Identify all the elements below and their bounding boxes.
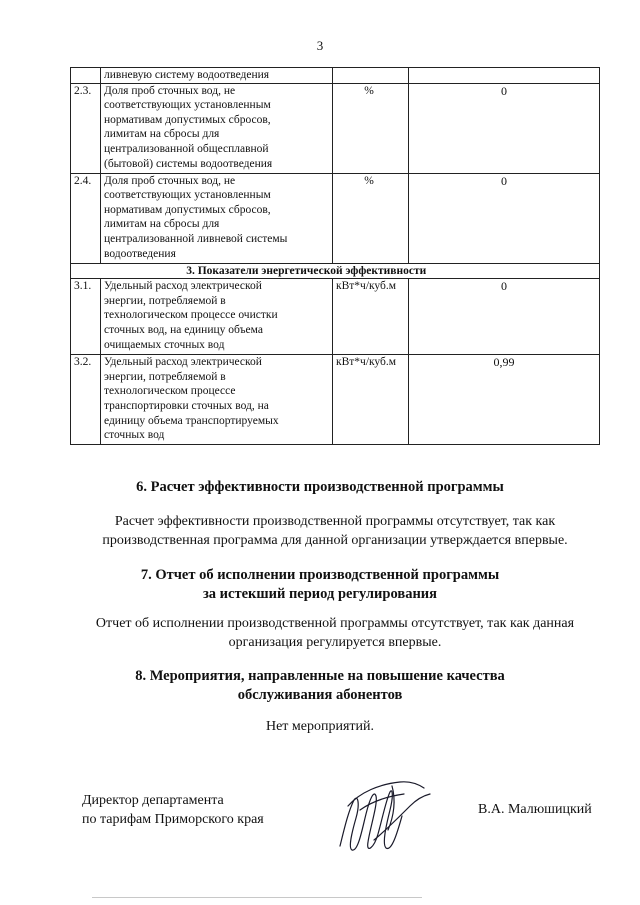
- section-8-heading-line-2: обслуживания абонентов: [237, 687, 403, 703]
- footer-divider: [92, 897, 422, 898]
- indicators-table: [70, 67, 600, 445]
- row-number: 2.3.: [71, 83, 101, 173]
- row-value: 0: [409, 173, 600, 263]
- row-number: 3.1.: [71, 279, 101, 355]
- section-header-spacer: [71, 263, 101, 279]
- row-number: 2.4.: [71, 173, 101, 263]
- section-6-text: Расчет эффективности производственной программы отсутствует, так как производственная программа для данной организации утверждается впервые.: [102, 514, 568, 548]
- table-row: [71, 83, 600, 173]
- row-description: Удельный расход электрической энергии, потребляемой в технологическом процессе транспортировки сточных вод, на единицу объема транспортируемых сточных вод: [101, 355, 333, 445]
- row-description: ливневую систему водоотведения: [101, 68, 333, 84]
- row-unit: кВт*ч/куб.м: [333, 279, 409, 355]
- row-unit: %: [333, 83, 409, 173]
- table-row: [71, 355, 600, 445]
- row-value: 0,99: [409, 355, 600, 445]
- row-number: 3.2.: [71, 355, 101, 445]
- section-6-heading: 6. Расчет эффективности производственной программы: [136, 479, 504, 495]
- signatory-title: Директор департамента по тарифам Приморского края: [82, 793, 264, 827]
- row-value: [409, 68, 600, 84]
- section-header-row: [71, 263, 600, 279]
- row-description: Доля проб сточных вод, не соответствующих установленным нормативам допустимых сбросов, лимитам на сбросы для централизованной ливневой системы водоотведения: [101, 173, 333, 263]
- table-row-continuation: [71, 68, 600, 84]
- section-7-text: Отчет об исполнении производственной программы отсутствует, так как данная организация регулируется впервые.: [95, 616, 575, 650]
- row-unit: [333, 68, 409, 84]
- row-unit: кВт*ч/куб.м: [333, 355, 409, 445]
- section-3-title: 3. Показатели энергетической эффективности: [101, 263, 600, 279]
- handwritten-signature: [330, 770, 440, 860]
- row-description: Доля проб сточных вод, не соответствующих установленным нормативам допустимых сбросов, лимитам на сбросы для централизованной общесплавной (бытовой) системы водоотведения: [101, 83, 333, 173]
- row-value: 0: [409, 83, 600, 173]
- row-number: [71, 68, 101, 84]
- signatory-name: В.А. Малюшицкий: [478, 802, 592, 817]
- section-7-heading-line-1: 7. Отчет об исполнении производственной программы: [140, 567, 500, 583]
- section-8-heading-line-1: 8. Мероприятия, направленные на повышение качества: [135, 668, 505, 684]
- section-8-text: Нет мероприятий.: [265, 719, 375, 734]
- table-row: [71, 173, 600, 263]
- row-unit: %: [333, 173, 409, 263]
- page-number: 3: [316, 38, 324, 53]
- row-value: 0: [409, 279, 600, 355]
- table-row: [71, 279, 600, 355]
- row-description: Удельный расход электрической энергии, потребляемой в технологическом процессе очистки сточных вод, на единицу объема очищаемых сточных вод: [101, 279, 333, 355]
- section-7-heading-line-2: за истекший период регулирования: [202, 586, 438, 602]
